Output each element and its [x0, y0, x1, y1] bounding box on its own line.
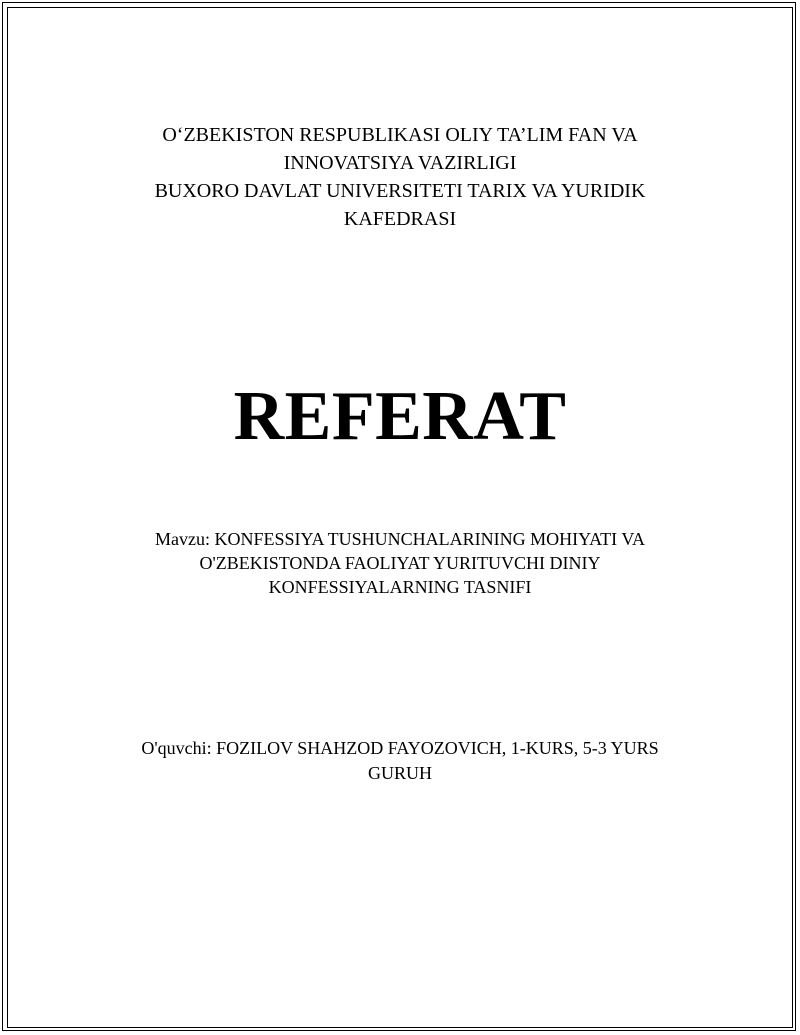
header-line: O‘ZBEKISTON RESPUBLIKASI OLIY TA’LIM FAN VA — [162, 124, 638, 146]
student-line: GURUH — [367, 763, 432, 783]
institution-header — [0, 121, 800, 233]
header-line: INNOVATSIYA VAZIRLIGI — [283, 152, 517, 174]
topic-line: KONFESSIYALARNING TASNIFI — [268, 577, 532, 597]
document-title: REFERAT — [233, 378, 567, 455]
topic-line: Mavzu: KONFESSIYA TUSHUNCHALARINING MOHIYATI VA — [154, 529, 646, 549]
topic-block — [0, 527, 800, 599]
header-line: BUXORO DAVLAT UNIVERSITETI TARIX VA YURIDIK — [154, 180, 646, 202]
topic-line: O'ZBEKISTONDA FAOLIYAT YURITUVCHI DINIY — [199, 553, 601, 573]
header-line: KAFEDRASI — [343, 208, 457, 230]
student-block — [0, 736, 800, 786]
student-line: O'quvchi: FOZILOV SHAHZOD FAYOZOVICH, 1-KURS, 5-3 YURS — [141, 738, 659, 758]
